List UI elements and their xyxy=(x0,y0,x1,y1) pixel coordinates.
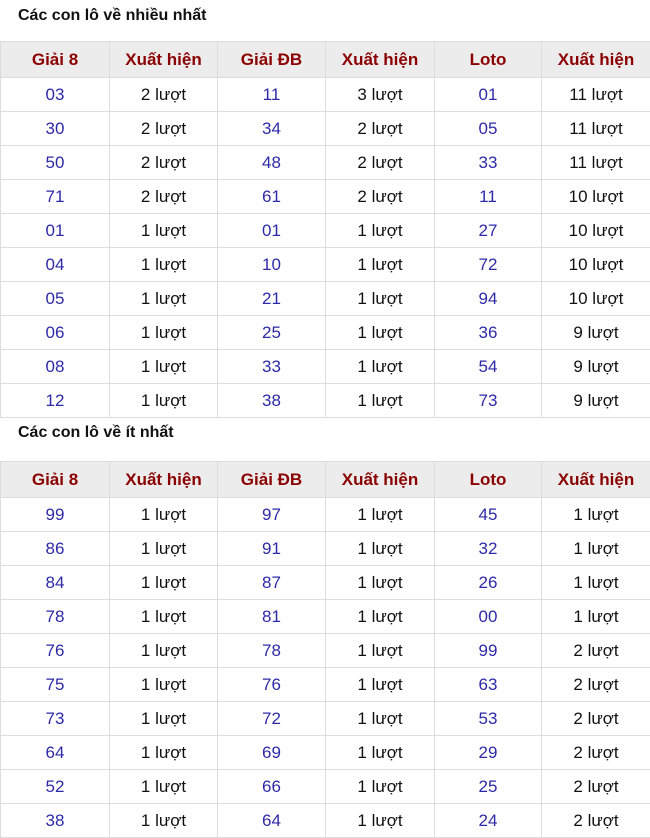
giai-8-number-cell: 86 xyxy=(1,532,110,566)
loto-number-cell: 32 xyxy=(435,532,542,566)
giai-8-number-cell: 03 xyxy=(1,78,110,112)
header-giai-8: Giải 8 xyxy=(1,42,110,78)
loto-number-cell: 27 xyxy=(435,214,542,248)
loto-count-cell: 2 lượt xyxy=(542,736,650,770)
giai-db-count-cell: 1 lượt xyxy=(326,770,435,804)
header-loto: Loto xyxy=(435,462,542,498)
giai-8-count-cell: 2 lượt xyxy=(110,78,218,112)
loto-number-cell: 36 xyxy=(435,316,542,350)
giai-8-count-cell: 1 lượt xyxy=(110,702,218,736)
table-row xyxy=(1,350,650,384)
loto-count-cell: 11 lượt xyxy=(542,146,650,180)
loto-count-cell: 1 lượt xyxy=(542,600,650,634)
loto-number-cell: 72 xyxy=(435,248,542,282)
table-row xyxy=(1,566,650,600)
loto-number-cell: 01 xyxy=(435,78,542,112)
giai-8-count-cell: 2 lượt xyxy=(110,112,218,146)
giai-db-count-cell: 1 lượt xyxy=(326,316,435,350)
loto-count-cell: 2 lượt xyxy=(542,668,650,702)
giai-db-number-cell: 48 xyxy=(218,146,326,180)
least-frequent-table xyxy=(0,461,650,838)
table-row xyxy=(1,78,650,112)
table-row xyxy=(1,282,650,316)
giai-db-count-cell: 1 lượt xyxy=(326,566,435,600)
loto-count-cell: 9 lượt xyxy=(542,316,650,350)
giai-8-count-cell: 1 lượt xyxy=(110,384,218,418)
giai-db-count-cell: 1 lượt xyxy=(326,248,435,282)
giai-db-count-cell: 1 lượt xyxy=(326,702,435,736)
table-row xyxy=(1,634,650,668)
loto-number-cell: 63 xyxy=(435,668,542,702)
giai-db-number-cell: 10 xyxy=(218,248,326,282)
giai-db-number-cell: 87 xyxy=(218,566,326,600)
loto-count-cell: 11 lượt xyxy=(542,112,650,146)
table-row xyxy=(1,770,650,804)
giai-8-number-cell: 64 xyxy=(1,736,110,770)
giai-8-number-cell: 52 xyxy=(1,770,110,804)
giai-8-number-cell: 01 xyxy=(1,214,110,248)
header-giai-db: Giải ĐB xyxy=(218,462,326,498)
header-xuat-hien: Xuất hiện xyxy=(326,42,435,78)
loto-count-cell: 2 lượt xyxy=(542,702,650,736)
giai-db-count-cell: 2 lượt xyxy=(326,146,435,180)
table-row xyxy=(1,112,650,146)
header-xuat-hien: Xuất hiện xyxy=(110,42,218,78)
header-giai-8: Giải 8 xyxy=(1,462,110,498)
table-row xyxy=(1,600,650,634)
loto-number-cell: 25 xyxy=(435,770,542,804)
header-xuat-hien: Xuất hiện xyxy=(110,462,218,498)
giai-8-number-cell: 08 xyxy=(1,350,110,384)
giai-db-count-cell: 1 lượt xyxy=(326,384,435,418)
table-row xyxy=(1,702,650,736)
giai-8-count-cell: 2 lượt xyxy=(110,146,218,180)
giai-8-number-cell: 75 xyxy=(1,668,110,702)
giai-8-count-cell: 1 lượt xyxy=(110,350,218,384)
giai-db-number-cell: 66 xyxy=(218,770,326,804)
giai-db-number-cell: 69 xyxy=(218,736,326,770)
giai-db-count-cell: 1 lượt xyxy=(326,214,435,248)
header-xuat-hien: Xuất hiện xyxy=(542,42,650,78)
table-row xyxy=(1,498,650,532)
most-frequent-table xyxy=(0,41,650,418)
giai-8-count-cell: 1 lượt xyxy=(110,600,218,634)
table-row xyxy=(1,532,650,566)
giai-db-count-cell: 1 lượt xyxy=(326,282,435,316)
giai-db-number-cell: 01 xyxy=(218,214,326,248)
giai-8-count-cell: 1 lượt xyxy=(110,316,218,350)
giai-8-number-cell: 73 xyxy=(1,702,110,736)
header-xuat-hien: Xuất hiện xyxy=(542,462,650,498)
giai-8-number-cell: 04 xyxy=(1,248,110,282)
table-row xyxy=(1,668,650,702)
giai-8-number-cell: 50 xyxy=(1,146,110,180)
giai-db-number-cell: 33 xyxy=(218,350,326,384)
table-row xyxy=(1,214,650,248)
giai-8-count-cell: 1 lượt xyxy=(110,532,218,566)
giai-8-number-cell: 84 xyxy=(1,566,110,600)
table-body xyxy=(1,498,650,838)
giai-db-number-cell: 81 xyxy=(218,600,326,634)
table-row xyxy=(1,384,650,418)
giai-db-count-cell: 1 lượt xyxy=(326,498,435,532)
giai-8-count-cell: 1 lượt xyxy=(110,770,218,804)
giai-8-number-cell: 30 xyxy=(1,112,110,146)
giai-db-number-cell: 25 xyxy=(218,316,326,350)
loto-number-cell: 26 xyxy=(435,566,542,600)
loto-count-cell: 2 lượt xyxy=(542,804,650,838)
giai-8-number-cell: 99 xyxy=(1,498,110,532)
loto-number-cell: 00 xyxy=(435,600,542,634)
loto-count-cell: 2 lượt xyxy=(542,634,650,668)
giai-8-count-cell: 1 lượt xyxy=(110,282,218,316)
giai-8-count-cell: 1 lượt xyxy=(110,736,218,770)
table-row xyxy=(1,180,650,214)
giai-8-count-cell: 1 lượt xyxy=(110,566,218,600)
giai-db-count-cell: 1 lượt xyxy=(326,736,435,770)
table-body xyxy=(1,78,650,418)
table-row xyxy=(1,736,650,770)
giai-db-number-cell: 76 xyxy=(218,668,326,702)
giai-db-count-cell: 1 lượt xyxy=(326,600,435,634)
giai-8-number-cell: 12 xyxy=(1,384,110,418)
loto-count-cell: 10 lượt xyxy=(542,214,650,248)
giai-db-number-cell: 72 xyxy=(218,702,326,736)
table-row xyxy=(1,804,650,838)
giai-db-number-cell: 91 xyxy=(218,532,326,566)
loto-count-cell: 1 lượt xyxy=(542,532,650,566)
giai-8-count-cell: 2 lượt xyxy=(110,180,218,214)
giai-8-number-cell: 76 xyxy=(1,634,110,668)
header-xuat-hien: Xuất hiện xyxy=(326,462,435,498)
giai-8-number-cell: 38 xyxy=(1,804,110,838)
table-row xyxy=(1,146,650,180)
loto-count-cell: 1 lượt xyxy=(542,566,650,600)
loto-count-cell: 9 lượt xyxy=(542,350,650,384)
loto-number-cell: 29 xyxy=(435,736,542,770)
giai-db-number-cell: 11 xyxy=(218,78,326,112)
giai-db-count-cell: 1 lượt xyxy=(326,532,435,566)
giai-8-count-cell: 1 lượt xyxy=(110,668,218,702)
loto-count-cell: 10 lượt xyxy=(542,282,650,316)
loto-number-cell: 99 xyxy=(435,634,542,668)
loto-number-cell: 54 xyxy=(435,350,542,384)
loto-number-cell: 33 xyxy=(435,146,542,180)
loto-count-cell: 11 lượt xyxy=(542,78,650,112)
least-frequent-section xyxy=(0,418,650,838)
loto-number-cell: 05 xyxy=(435,112,542,146)
loto-count-cell: 2 lượt xyxy=(542,770,650,804)
loto-number-cell: 73 xyxy=(435,384,542,418)
header-giai-db: Giải ĐB xyxy=(218,42,326,78)
giai-8-count-cell: 1 lượt xyxy=(110,804,218,838)
table-row xyxy=(1,248,650,282)
giai-db-count-cell: 1 lượt xyxy=(326,350,435,384)
loto-count-cell: 1 lượt xyxy=(542,498,650,532)
giai-8-count-cell: 1 lượt xyxy=(110,248,218,282)
loto-count-cell: 10 lượt xyxy=(542,248,650,282)
giai-8-count-cell: 1 lượt xyxy=(110,498,218,532)
giai-db-count-cell: 1 lượt xyxy=(326,634,435,668)
giai-db-count-cell: 1 lượt xyxy=(326,668,435,702)
loto-number-cell: 24 xyxy=(435,804,542,838)
most-frequent-section xyxy=(0,0,650,418)
loto-number-cell: 11 xyxy=(435,180,542,214)
giai-db-number-cell: 64 xyxy=(218,804,326,838)
loto-count-cell: 9 lượt xyxy=(542,384,650,418)
giai-8-count-cell: 1 lượt xyxy=(110,634,218,668)
giai-db-count-cell: 1 lượt xyxy=(326,804,435,838)
giai-db-number-cell: 61 xyxy=(218,180,326,214)
giai-db-count-cell: 2 lượt xyxy=(326,112,435,146)
giai-db-number-cell: 97 xyxy=(218,498,326,532)
giai-db-number-cell: 21 xyxy=(218,282,326,316)
loto-number-cell: 53 xyxy=(435,702,542,736)
section-title-least: Các con lô về ít nhất xyxy=(0,418,650,461)
loto-number-cell: 45 xyxy=(435,498,542,532)
loto-number-cell: 94 xyxy=(435,282,542,316)
giai-8-count-cell: 1 lượt xyxy=(110,214,218,248)
table-header-row xyxy=(1,42,650,78)
giai-8-number-cell: 05 xyxy=(1,282,110,316)
loto-count-cell: 10 lượt xyxy=(542,180,650,214)
giai-8-number-cell: 71 xyxy=(1,180,110,214)
giai-db-count-cell: 3 lượt xyxy=(326,78,435,112)
giai-db-number-cell: 38 xyxy=(218,384,326,418)
giai-8-number-cell: 78 xyxy=(1,600,110,634)
giai-8-number-cell: 06 xyxy=(1,316,110,350)
table-header-row xyxy=(1,462,650,498)
giai-db-number-cell: 34 xyxy=(218,112,326,146)
giai-db-number-cell: 78 xyxy=(218,634,326,668)
section-title-most: Các con lô về nhiều nhất xyxy=(0,0,650,41)
table-row xyxy=(1,316,650,350)
header-loto: Loto xyxy=(435,42,542,78)
giai-db-count-cell: 2 lượt xyxy=(326,180,435,214)
